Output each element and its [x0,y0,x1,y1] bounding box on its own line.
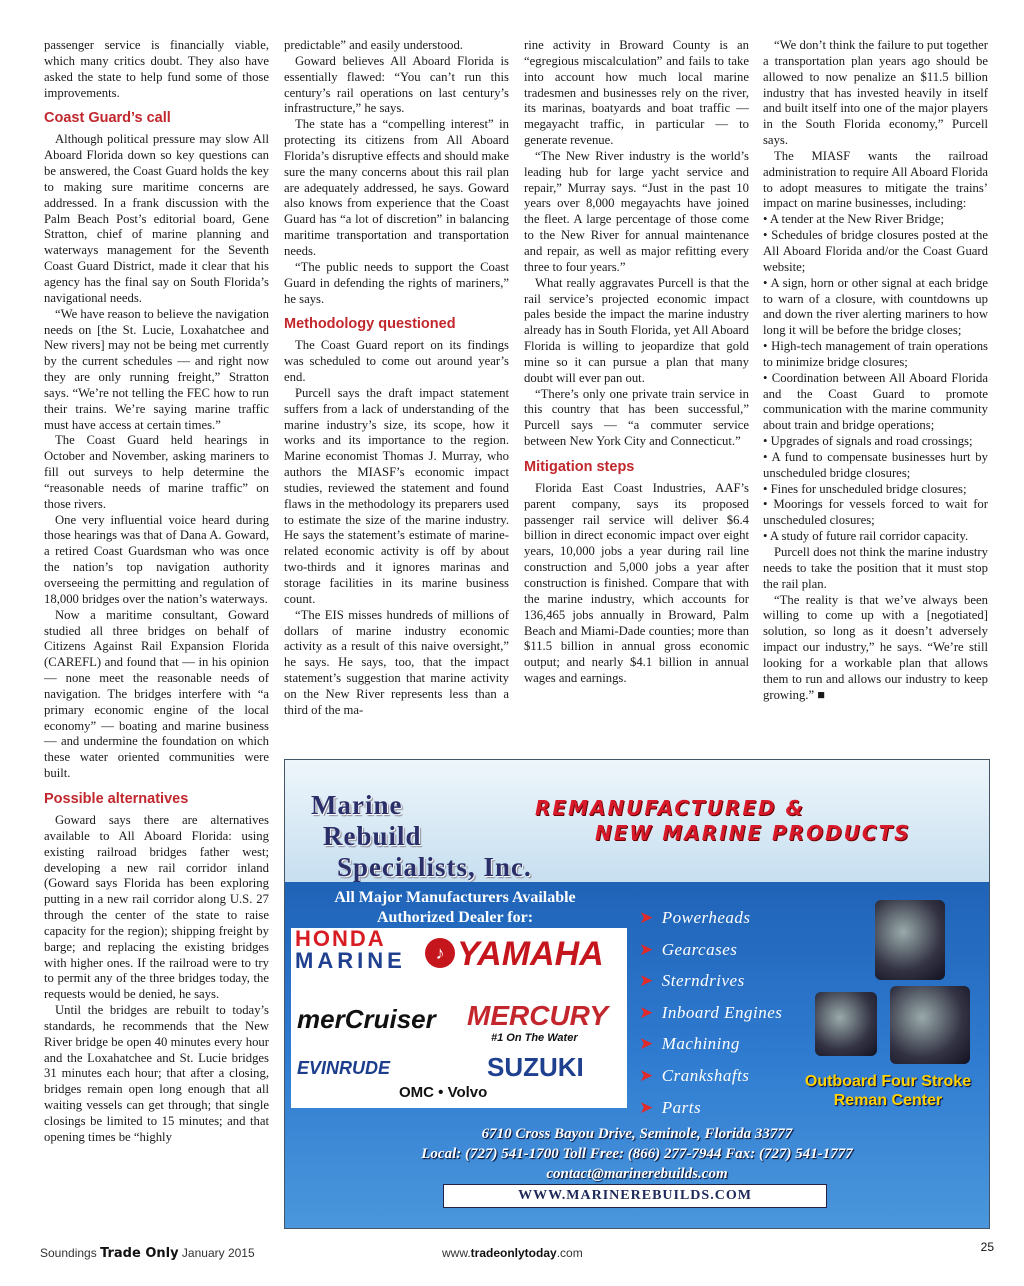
ad-tagline-line: NEW MARINE PRODUCTS [595,821,911,845]
paragraph: Goward says there are alternatives available to All Aboard Florida: using existing railroad bridges father west; developing a new rail corridor inland (Goward says Florida has been exploring putting in a new rail corridor along U.S. 27 through the center of the state to raise capacity for the region); shipping freight by barge; and replacing the existing bridges with higher ones. If the railroad were to try to permit any of the three bridges today, the requests would be denied, he says. [44,812,269,1002]
url-domain: tradeonlytoday [470,1246,557,1260]
arrow-icon: ➤ [639,1097,654,1117]
paragraph: “We have reason to believe the navigation needs on [the St. Lucie, Loxahatchee and New rivers] may not be being met currently by the current schedules — and right now they are only running freight,” Stratton says. “We’re not telling the FEC how to run their trains. We’re saying marine traffic must have access at certain times.” [44,306,269,432]
engine-part-image [815,992,877,1056]
evinrude-logo: EVINRUDE [297,1058,391,1078]
url-prefix: www. [442,1246,471,1260]
paragraph: “The EIS misses hundreds of millions of dollars of marine industry economic activity as a result of this naive oversight,” he says. He says, too, that the impact statement’s suggestion that marine activity on the New River represents less than a third of the ma- [284,607,509,717]
product-label: Inboard Engines [661,1002,783,1022]
bullet-item: • A fund to compensate businesses hurt by unscheduled bridge closures; [763,449,988,480]
mercury-logo: MERCURY [467,1000,609,1031]
ad-email-link[interactable]: contact@marinerebuilds.com [546,1166,728,1182]
article-column-3 [524,38,749,687]
publication-brand: Trade Only [100,1246,179,1261]
bullet-item: • Moorings for vessels forced to wait for unscheduled closures; [763,497,988,528]
ad-dealers-line: All Major Manufacturers Available [334,889,576,906]
paragraph: Purcell says the draft impact statement suffers from a lack of understanding of the marine industry’s size, its scope, how it works and its importance to the region. Marine economist Thomas J. Murray, who authors the MIASF’s economic impact studies, reviewed the statement and found flaws in the methodology its preparers used to estimate the size of the marine industry. He says the statement’s estimate of marine-related economic activity is off by about two-thirds and it ignores marinas and storage facilities in its marine business count. [284,385,509,606]
paragraph: “We don’t think the failure to put together a transportation plan years ago should be allowed to now penalize an $11.5 billion industry that has invested heavily in itself and built itself into one of the major players in the South Florida economy,” Purcell says. [763,38,988,148]
reman-line: Reman Center [833,1092,943,1109]
ad-product-list [639,902,782,1123]
reman-line: Outboard Four Stroke [804,1073,972,1090]
outboard-motor-image [890,986,970,1064]
paragraph: One very influential voice heard during those hearings was that of Dana A. Goward, a retired Coast Guardsman who was once the nation’s top navigation authority overseeing the permitting and regulation of 18,000 bridges over the nation’s waterways. [44,512,269,606]
mercruiser-logo: merCruiser [297,1004,436,1034]
bullet-item: • A study of future rail corridor capacity. [763,529,969,544]
ad-address: 6710 Cross Bayou Drive, Seminole, Florida 33777 [481,1126,793,1142]
product-label: Crankshafts [661,1065,750,1085]
bullet-item: • Schedules of bridge closures posted at the All Aboard Florida and/or the Coast Guard website; [763,228,988,274]
engine-block-image [875,900,945,980]
paragraph: What really aggravates Purcell is that the rail service’s projected economic impact pales beside the impact the marine industry already has in South Florida, yet All Aboard Florida is willing to jeopardize that gold mine so it can pursue a plan that many doubt will ever pan out. [524,275,749,385]
product-item [639,1092,782,1124]
paragraph: The Coast Guard report on its findings was scheduled to come out around year’s end. [284,338,509,385]
marine-logo-text: MARINE [295,948,406,973]
publication-name: Soundings [40,1246,97,1260]
product-item [639,902,782,934]
ad-phone-numbers: Local: (727) 541-1700 Toll Free: (866) 277-7944 Fax: (727) 541-1777 [421,1146,853,1162]
issue-date: January 2015 [181,1246,255,1260]
bullet-item: • A tender at the New River Bridge; [763,212,944,227]
honda-marine-logo [295,928,406,972]
article-column-1 [44,38,269,1146]
paragraph: Goward believes All Aboard Florida is essentially flawed: “You can’t run this century’s rail operations on last century’s infrastructure,” he says. [284,53,509,116]
paragraph: “The New River industry is the world’s leading hub for large yacht service and repair,” Murray says. “Just in the past 10 years over 8,000 megayachts have joined the fleet. A large percentage of those come to the New River for annual maintenance and repair, as well as major refitting every three to four years.” [524,148,749,274]
ad-company-name-line: Rebuild [323,821,422,851]
paragraph: Although political pressure may slow All Aboard Florida down so key questions can be answered, the Coast Guard holds the key to making sure maritime concerns are addressed. In a frank discussion with the Palm Beach Post’s editorial board, Gene Stratton, chief of marine planning and waterways management for the Seventh Coast Guard District, made it clear that his agency has the final say on South Florida’s navigational needs. [44,132,269,305]
paragraph: The state has a “compelling interest” in protecting its citizens from All Aboard Florida’s disruptive effects and should make sure the many concerns about this rail plan are adequately addressed, he says. Goward also knows from experience that the Coast Guard has “a lot of discretion” in balancing maritime transportation and transportation needs. [284,117,509,258]
honda-logo-text: HONDA [295,926,386,951]
product-item [639,1028,782,1060]
product-label: Parts [661,1097,702,1117]
paragraph: Purcell does not think the marine industry needs to take the position that it must stop the rail plan. [763,545,988,591]
paragraph: “The reality is that we’ve always been willing to come up with a [negotiated] solution, so long as it doesn’t adversely impact our industry,” he says. “We’re still looking for a workable plan that allows them to run and allows our industry to keep growing.” ■ [763,592,988,702]
bullet-item: • A sign, horn or other signal at each bridge to warn of a closure, with countdowns up and down the river alerting mariners to how long it will be before the bridge closes; [763,275,988,338]
paragraph: “There’s only one private train service in this country that has been successful,” Purcell says — “a commuter service between New York City and Connecticut.” [524,386,749,449]
section-heading: Mitigation steps [524,458,635,475]
section-heading: Methodology questioned [284,316,456,333]
product-label: Powerheads [661,908,751,927]
article-column-2 [284,38,509,719]
product-item [639,934,782,966]
article-column-4 [763,38,988,703]
product-item [639,1060,782,1092]
suzuki-logo: SUZUKI [487,1052,584,1082]
footer-website-link[interactable] [442,1246,583,1260]
bullet-item: • Fines for unscheduled bridge closures; [763,481,967,496]
ad-company-name [311,790,532,883]
ad-company-name-line: Specialists, Inc. [337,852,532,882]
ad-dealers-line: Authorized Dealer for: [376,909,534,926]
omc-volvo-logo: OMC • Volvo [399,1084,488,1101]
paragraph: Until the bridges are rebuilt to today’s standards, he recommends that the New River bridge be open 40 minutes every hour and the Loxahatchee and St. Lucie bridges 31 minutes each hour; that after a closing, bridges remain open long enough that all waiting vessels can get through; that single closings be limited to 15 minutes; and that opening times be “highly [44,1003,269,1144]
product-label: Sterndrives [661,971,745,991]
arrow-icon: ➤ [639,908,654,927]
arrow-icon: ➤ [639,939,654,959]
bullet-item: • Coordination between All Aboard Florida and the Coast Guard to promote communication with the marine community about train and bridge operations; [763,370,988,433]
mercury-slogan: #1 On The Water [491,1032,578,1044]
product-label: Gearcases [661,939,738,959]
ad-website-link[interactable]: WWW.MARINEREBUILDS.COM [443,1184,827,1208]
ad-contact-block [285,1124,989,1184]
paragraph: “The public needs to support the Coast Guard in defending the rights of mariners,” he says. [284,259,509,306]
ad-company-name-line: Marine [311,790,403,820]
ad-reman-center [783,1072,990,1110]
product-label: Machining [661,1034,740,1054]
product-item [639,997,782,1029]
paragraph: passenger service is financially viable, which many critics doubt. They also have asked the state to help fund some of those improvements. [44,38,269,100]
yamaha-logo: YAMAHA [457,935,604,973]
arrow-icon: ➤ [639,971,654,991]
footer-publication [40,1246,255,1261]
bullet-item: • High-tech management of train operations to minimize bridge closures; [763,339,988,369]
advertisement[interactable] [284,759,990,1229]
bullet-item: • Upgrades of signals and road crossings; [763,434,973,449]
paragraph: rine activity in Broward County is an “egregious miscalculation” and fails to take into account how much local marine tradesmen and businesses rely on the river, its marinas, boatyards and boat traffic — megayacht traffic, in particular — to generate revenue. [524,38,749,148]
paragraph: The MIASF wants the railroad administration to require All Aboard Florida to adopt measures to mitigate the trains’ impact on marine businesses, including: [763,148,988,211]
paragraph: Florida East Coast Industries, AAF’s parent company, says its proposed passenger rail service will deliver $6.4 billion in direct economic impact over eight years, 10,000 jobs a year during rail line construction and 5,000 jobs a year after construction is finished. Compare that with the marine industry, which accounts for 136,465 jobs annually in Broward, Palm Beach and Miami-Dade counties; more than $11.5 billion in annual gross economic output; and nearly $4.1 billion in annual wages and earnings. [524,480,749,686]
paragraph: predictable” and easily understood. [284,38,463,52]
paragraph: Now a maritime consultant, Goward studied all three bridges on behalf of Citizens Against Rail Expansion Florida (CAREFL) and found that — in his opinion — none meet the reasonable needs of navigation. The bridges interfere with “a primary economic engine of the local economy” — boating and marine business — and undermine the foundation on which these water oriented communities were built. [44,607,269,781]
arrow-icon: ➤ [639,1002,654,1022]
page-number: 25 [980,1240,994,1254]
section-heading: Possible alternatives [44,790,189,807]
ad-dealers-heading [305,888,605,928]
product-item [639,965,782,997]
arrow-icon: ➤ [639,1034,654,1054]
yamaha-emblem-icon: ♪ [425,938,455,968]
section-heading: Coast Guard’s call [44,110,171,127]
brand-logos-panel [291,928,627,1108]
ad-tagline-line: REMANUFACTURED & [535,796,805,820]
paragraph: The Coast Guard held hearings in October and November, asking mariners to fill out surveys to help determine the “reasonable needs of marine traffic” on those rivers. [44,433,269,511]
ad-tagline [535,796,911,846]
url-suffix: .com [556,1246,583,1260]
arrow-icon: ➤ [639,1065,654,1085]
